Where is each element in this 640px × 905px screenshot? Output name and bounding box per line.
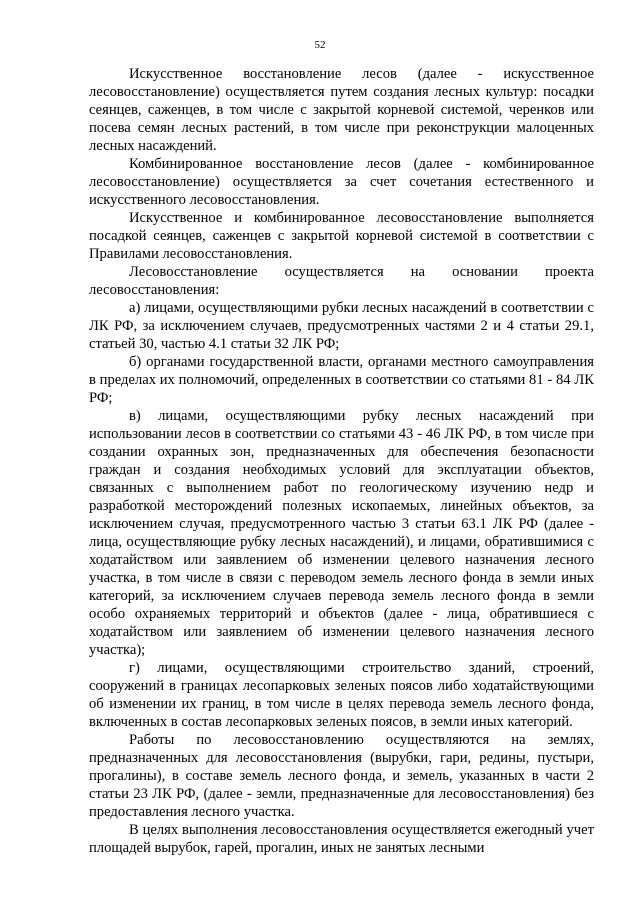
list-item-g: г) лицами, осуществляющими строительство зданий, строений, сооружений в границах лесопарковых зеленых поясов либо ходатайствующими об изменении их границ, в том числе в целях перевода земель лесного фонда, включенных в состав лесопарковых зеленых поясов, в земли иных категорий.: [89, 660, 594, 730]
paragraph-planting-method: Искусственное и комбинированное лесовосстановление выполняется посадкой сеянцев, саженцев с закрытой корневой системой в соответствии с Правилами лесовосстановления.: [89, 210, 594, 262]
list-item-b: б) органами государственной власти, органами местного самоуправления в пределах их полномочий, определенных в соответствии со статьями 81 - 84 ЛК РФ;: [89, 354, 594, 406]
paragraph-combined-reforestation: Комбинированное восстановление лесов (далее - комбинированное лесовосстановление) осуществляется за счет сочетания естественного и искусственного лесовосстановления.: [89, 156, 594, 208]
list-item-v: в) лицами, осуществляющими рубку лесных насаждений при использовании лесов в соответствии со статьями 43 - 46 ЛК РФ, в том числе при создании охранных зон, предназначенных для обеспечения безопасности граждан и создания необходимых условий для эксплуатации объектов, связанных с выполнением работ по геологическому изучению недр и разработкой месторождений полезных ископаемых, линейных объектов, за исключением случая, предусмотренного частью 3 статьи 63.1 ЛК РФ (далее - лица, осуществляющие рубку лесных насаждений), и лицами, обратившимися с ходатайством или заявлением об изменении целевого назначения лесного участка, в том числе в связи с переводом земель лесного фонда в земли иных категорий, за исключением случаев перевода земель лесного фонда в земли особо охраняемых территорий и объектов (далее - лица, обратившиеся с ходатайством или заявлением об изменении целевого назначения лесного участка);: [89, 408, 594, 658]
paragraph-annual-accounting: В целях выполнения лесовосстановления осуществляется ежегодный учет площадей вырубок, гарей, прогалин, иных не занятых лесными: [89, 822, 594, 856]
list-item-a: а) лицами, осуществляющими рубки лесных насаждений в соответствии с ЛК РФ, за исключением случаев, предусмотренных частями 2 и 4 статьи 29.1, статьей 30, частью 4.1 статьи 32 ЛК РФ;: [89, 300, 594, 352]
page-number: 52: [314, 39, 326, 51]
paragraph-works-lands: Работы по лесовосстановлению осуществляются на землях, предназначенных для лесовосстановления (вырубки, гари, редины, пустыри, прогалины), в составе земель лесного фонда, и земель, указанных в части 2 статьи 23 ЛК РФ, (далее - земли, предназначенные для лесовосстановления) без предоставления лесного участка.: [89, 732, 594, 820]
paragraph-project-basis: Лесовосстановление осуществляется на основании проекта лесовосстановления:: [89, 264, 594, 298]
paragraph-artificial-reforestation: Искусственное восстановление лесов (далее - искусственное лесовосстановление) осуществляется путем создания лесных культур: посадки сеянцев, саженцев, в том числе с закрытой корневой системой, черенков или посева семян лесных растений, в том числе при реконструкции малоценных лесных насаждений.: [89, 66, 594, 154]
document-body: [89, 65, 594, 857]
